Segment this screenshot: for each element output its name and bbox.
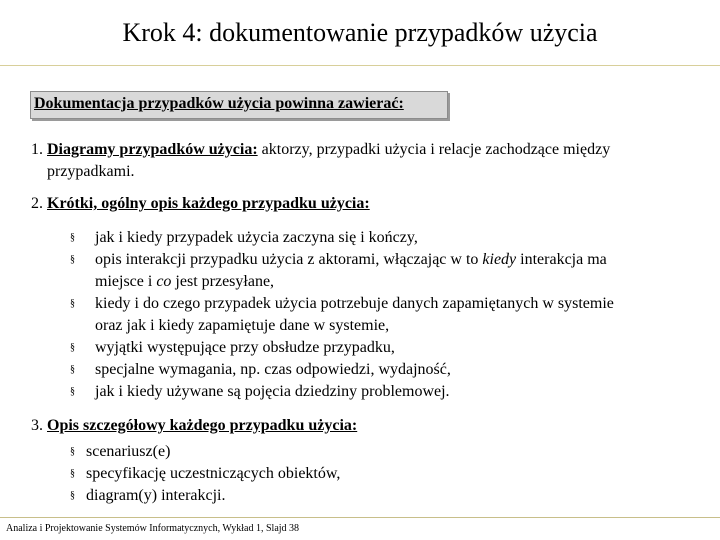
section-2-bullet-1: jak i kiedy przypadek użycia zaczyna się i kończy, [95, 229, 418, 246]
bullet-2-text-c: miejsce i [95, 273, 157, 290]
bullet-2-text-d: jest przesyłane, [171, 273, 275, 290]
bullet-marker-icon: § [70, 254, 75, 265]
section-1-number: 1. [31, 141, 43, 158]
slide-footer: Analiza i Projektowanie Systemów Informatycznych, Wykład 1, Slajd 38 [6, 523, 300, 534]
section-2-bullet-3-cont: oraz jak i kiedy zapamiętuje dane w systemie, [95, 317, 390, 334]
section-1-heading: Diagramy przypadków użycia: [47, 141, 258, 158]
section-3-title [31, 415, 357, 437]
section-1-text: aktorzy, przypadki użycia i relacje zachodzące między [257, 141, 611, 158]
bullet-2-em-when: kiedy [482, 251, 517, 268]
title-divider [0, 65, 720, 66]
footer-divider [0, 517, 720, 518]
bullet-2-text-b: interakcja ma [516, 251, 607, 268]
bullet-marker-icon: § [70, 468, 75, 479]
section-3-heading: Opis szczegółowy każdego przypadku użycia: [47, 417, 358, 434]
section-2-bullet-4: wyjątki występujące przy obsłudze przypadku, [95, 339, 395, 356]
section-2-bullet-2-cont [95, 271, 274, 293]
bullet-marker-icon: § [70, 364, 75, 375]
bullet-marker-icon: § [70, 490, 75, 501]
bullet-2-em-what: co [156, 273, 172, 290]
section-2-title [31, 193, 370, 215]
bullet-marker-icon: § [70, 446, 75, 457]
header-text: Dokumentacja przypadków użycia powinna zawierać: [34, 95, 404, 112]
section-3-bullet-1: scenariusz(e) [86, 443, 171, 460]
section-2-heading: Krótki, ogólny opis każdego przypadku użycia: [47, 195, 370, 212]
section-1-line-2: przypadkami. [47, 163, 135, 180]
slide-title: Krok 4: dokumentowanie przypadków użycia [122, 18, 598, 47]
bullet-2-text-a: opis interakcji przypadku użycia z aktorami, włączając w to [95, 251, 483, 268]
section-2-number: 2. [31, 195, 43, 212]
bullet-marker-icon: § [70, 298, 75, 309]
section-2-bullet-2 [95, 249, 607, 271]
section-1-line-1 [31, 139, 610, 161]
bullet-marker-icon: § [70, 342, 75, 353]
section-3-number: 3. [31, 417, 43, 434]
section-2-bullet-6: jak i kiedy używane są pojęcia dziedziny problemowej. [95, 383, 450, 400]
section-2-bullet-5: specjalne wymagania, np. czas odpowiedzi, wydajność, [95, 361, 451, 378]
bullet-marker-icon: § [70, 232, 75, 243]
section-3-bullet-3: diagram(y) interakcji. [86, 487, 226, 504]
section-2-bullet-3: kiedy i do czego przypadek użycia potrzebuje danych zapamiętanych w systemie [95, 295, 614, 312]
bullet-marker-icon: § [70, 386, 75, 397]
section-3-bullet-2: specyfikację uczestniczących obiektów, [86, 465, 341, 482]
